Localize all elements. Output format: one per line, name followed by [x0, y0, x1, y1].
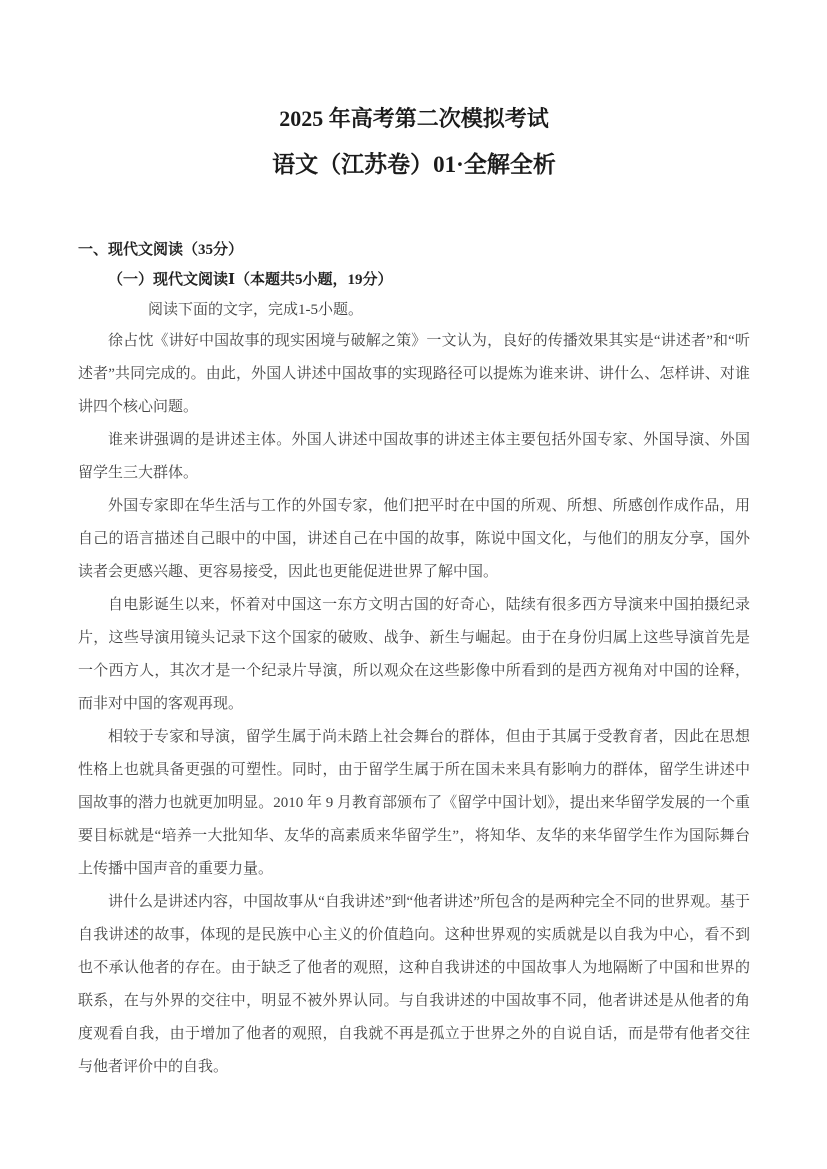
paragraph-6: 讲什么是讲述内容，中国故事从“自我讲述”到“他者讲述”所包含的是两种完全不同的世界观。基于自我讲述的故事，体现的是民族中心主义的价值趋向。这种世界观的实质就是以自我为中心，看不到也不承认他者的存在。由于缺乏了他者的观照，这种自我讲述的中国故事人为地隔断了中国和世界的联系，在与外界的交往中，明显不被外界认同。与自我讲述的中国故事不同，他者讲述是从他者的角度观看自我，由于增加了他者的观照，自我就不再是孤立于世界之外的自说自话，而是带有他者交往与他者评价中的自我。: [78, 894, 750, 1076]
paragraph-3: 外国专家即在华生活与工作的外国专家，他们把平时在中国的所观、所想、所感创作成作品，用自己的语言描述自己眼中的中国，讲述自己在中国的故事，陈说中国文化，与他们的朋友分享，国外读者会更感兴趣、更容易接受，因此也更能促进世界了解中国。: [78, 498, 750, 581]
document-title-line2: 语文（江苏卷）01·全解全析: [272, 151, 556, 177]
paragraph-1: 徐占忱《讲好中国故事的现实困境与破解之策》一文认为，良好的传播效果其实是“讲述者”和“听述者”共同完成的。由此，外国人讲述中国故事的实现路径可以提炼为谁来讲、讲什么、怎样讲、对谁讲四个核心问题。: [78, 333, 750, 416]
reading-instruction: 阅读下面的文字，完成1-5小题。: [148, 302, 363, 319]
paragraph-4: 自电影诞生以来，怀着对中国这一东方文明古国的好奇心，陆续有很多西方导演来中国拍摄纪录片，这些导演用镜头记录下这个国家的破败、战争、新生与崛起。由于在身份归属上这些导演首先是一个西方人，其次才是一个纪录片导演，所以观众在这些影像中所看到的是西方视角对中国的诠释，而非对中国的客观再现。: [78, 597, 750, 713]
document-title-line1: 2025 年高考第二次模拟考试: [279, 106, 549, 131]
paragraph-2: 谁来讲强调的是讲述主体。外国人讲述中国故事的讲述主体主要包括外国专家、外国导演、外国留学生三大群体。: [78, 432, 750, 482]
document-body: [78, 235, 750, 1084]
section-heading: 一、现代文阅读（35分）: [78, 242, 244, 259]
paragraph-5: 相较于专家和导演，留学生属于尚未踏上社会舞台的群体，但由于其属于受教育者，因此在思想性格上也就具备更强的可塑性。同时，由于留学生属于所在国未来具有影响力的群体，留学生讲述中国故事的潜力也就更加明显。2010 年 9 月教育部颁布了《留学中国计划》，提出来华留学发展的一个重要目标就是“培养一大批知华、友华的高素质来华留学生”，将知华、友华的来华留学生作为国际舞台上传播中国声音的重要力量。: [78, 729, 750, 878]
subsection-heading: （一）现代文阅读Ⅰ（本题共5小题，19分）: [108, 272, 393, 289]
